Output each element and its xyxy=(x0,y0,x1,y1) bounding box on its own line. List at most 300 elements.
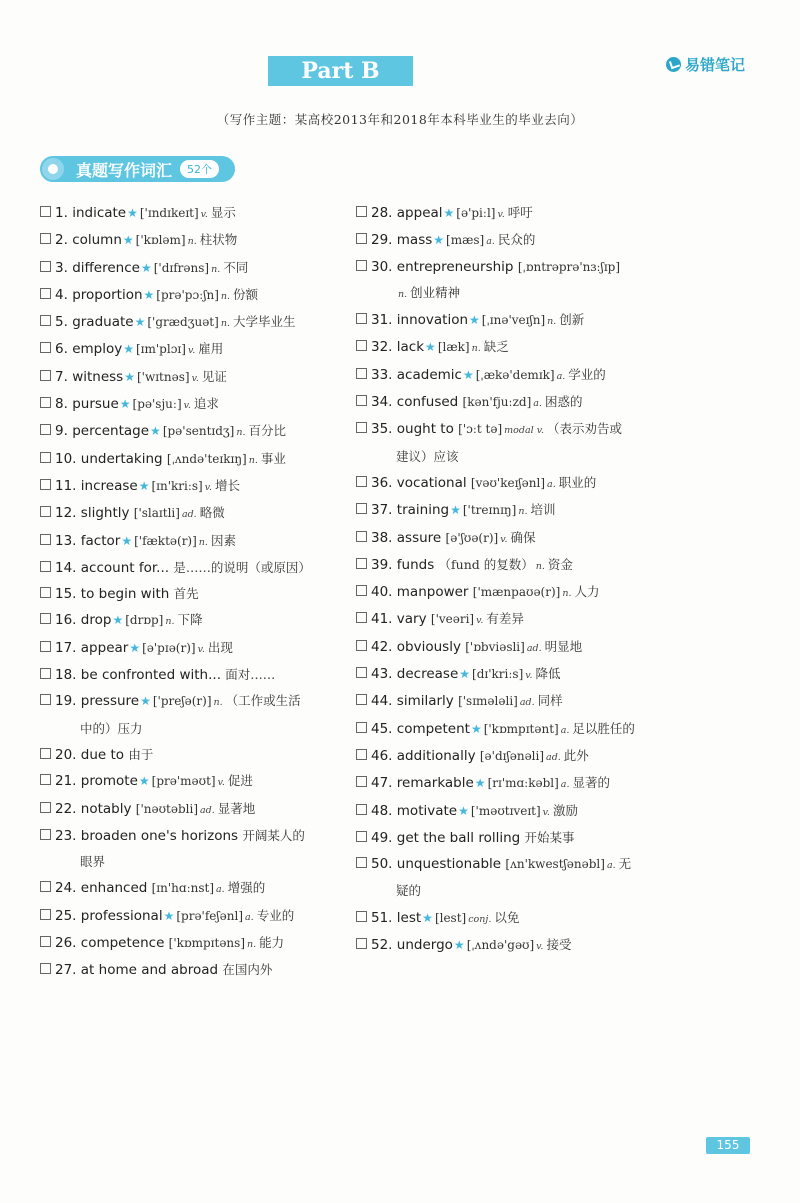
checkbox[interactable] xyxy=(356,340,367,351)
entry-meaning: 出现 xyxy=(207,639,233,655)
entry-phonetic: [ʌn'kwestʃənəbl] xyxy=(505,857,605,872)
vocab-entry xyxy=(356,905,666,932)
checkbox[interactable] xyxy=(356,612,367,623)
vocab-entry xyxy=(40,930,345,957)
vocab-entry xyxy=(356,606,666,633)
star-icon: ★ xyxy=(458,803,469,818)
entry-meaning-cont: 中的）压力 xyxy=(80,720,143,736)
entry-pos: n. xyxy=(248,454,258,466)
entry-word: training xyxy=(396,502,450,519)
entry-meaning-cont: 眼界 xyxy=(80,854,106,870)
entry-meaning: 接受 xyxy=(546,937,572,953)
entry-number: 43. xyxy=(371,666,393,683)
entry-number: 45. xyxy=(371,720,393,737)
entry-meaning: 确保 xyxy=(510,529,536,545)
entry-pos: v. xyxy=(500,533,508,545)
star-icon: ★ xyxy=(123,342,134,357)
vocab-entry xyxy=(356,661,666,688)
entry-word: assure xyxy=(396,529,442,546)
vocab-entry xyxy=(40,635,345,662)
entry-phonetic: ['slaɪtli] xyxy=(133,506,180,521)
entry-pos: v. xyxy=(476,615,484,627)
entry-word: slightly xyxy=(80,505,130,522)
checkbox[interactable] xyxy=(356,206,367,217)
vocab-entry xyxy=(356,552,666,579)
entry-meaning-cont: 疑的 xyxy=(396,883,422,899)
entry-pos: n. xyxy=(236,427,246,439)
entry-meaning: 由于 xyxy=(128,746,154,762)
checkbox[interactable] xyxy=(40,694,51,705)
checkbox[interactable] xyxy=(356,260,367,271)
entry-phonetic: ['wɪtnəs] xyxy=(136,369,190,384)
entry-pos: a. xyxy=(216,884,225,896)
checkbox[interactable] xyxy=(40,479,51,490)
entry-word: due to xyxy=(80,746,125,763)
entry-pos: ad. xyxy=(546,751,561,763)
entry-phonetic: ['ɒbviəsli] xyxy=(465,639,525,654)
checkbox[interactable] xyxy=(356,911,367,922)
entry-phonetic: [prə'feʃənl] xyxy=(176,908,244,923)
entry-pos: v. xyxy=(183,400,191,412)
entry-phonetic: [drɒp] xyxy=(125,613,164,628)
entry-pos: a. xyxy=(560,724,570,736)
section-title: 真题写作词汇 xyxy=(76,160,173,180)
entry-pos: n. xyxy=(220,318,230,330)
entry-pos: a. xyxy=(606,860,616,872)
entry-number: 12. xyxy=(55,505,77,522)
entry-pos: n. xyxy=(187,236,197,248)
entry-number: 19. xyxy=(55,693,77,710)
entry-phonetic: [vəʊ'keɪʃənl] xyxy=(470,475,546,490)
vocab-entry xyxy=(40,309,345,336)
entry-meaning: 不同 xyxy=(223,259,249,275)
entry-number: 51. xyxy=(371,909,393,926)
entry-number: 36. xyxy=(371,474,393,491)
entry-pos: n. xyxy=(247,939,257,951)
entry-word: pressure xyxy=(80,693,140,710)
checkbox[interactable] xyxy=(40,881,51,892)
entry-meaning: 显示 xyxy=(210,205,236,220)
star-icon: ★ xyxy=(140,694,151,709)
entry-word: be confronted with... xyxy=(80,667,221,684)
entry-word: enhanced xyxy=(80,880,148,897)
entry-number: 48. xyxy=(371,802,393,819)
checkbox[interactable] xyxy=(40,936,51,947)
star-icon: ★ xyxy=(450,503,461,518)
checkbox[interactable] xyxy=(40,963,51,974)
entry-word: similarly xyxy=(396,693,454,710)
entry-meaning: 学业的 xyxy=(568,366,606,382)
entry-word: unquestionable xyxy=(396,856,502,873)
entry-phonetic: ['fæktə(r)] xyxy=(134,533,197,548)
entry-phonetic: ['nəʊtəbli] xyxy=(135,801,198,816)
entry-meaning: 份额 xyxy=(233,286,259,302)
checkbox[interactable] xyxy=(40,370,51,381)
entry-word: to begin with xyxy=(80,586,170,603)
entry-number: 32. xyxy=(371,339,393,356)
star-icon: ★ xyxy=(140,260,152,275)
entry-pos: ad. xyxy=(200,804,215,816)
entry-phonetic: [pə'sentɪdʒ] xyxy=(162,424,235,439)
entry-meaning: 在国内外 xyxy=(222,962,273,978)
entry-number: 35. xyxy=(371,421,393,438)
pen-icon xyxy=(666,57,681,72)
star-icon: ★ xyxy=(134,315,146,330)
checkbox[interactable] xyxy=(40,748,51,759)
entry-pos: v. xyxy=(217,777,225,789)
entry-phonetic: ['grædʒuət] xyxy=(147,315,219,330)
entry-number: 15. xyxy=(55,586,77,603)
entry-phonetic: ['treɪnɪŋ] xyxy=(462,503,517,518)
entry-pos: ad. xyxy=(181,509,197,521)
entry-word: appear xyxy=(80,639,129,656)
checkbox[interactable] xyxy=(40,534,51,545)
checkbox[interactable] xyxy=(356,585,367,596)
checkbox[interactable] xyxy=(356,804,367,815)
entry-phonetic: [ə'piːl] xyxy=(456,206,496,220)
checkbox[interactable] xyxy=(40,206,51,217)
entry-pos: v. xyxy=(200,209,208,220)
entry-meaning: 略微 xyxy=(199,505,225,521)
star-icon: ★ xyxy=(127,206,138,220)
star-icon: ★ xyxy=(422,910,433,925)
entry-word: broaden one's horizons xyxy=(80,827,239,844)
checkbox[interactable] xyxy=(40,288,51,299)
checkbox[interactable] xyxy=(40,261,51,272)
entry-number: 14. xyxy=(55,559,77,576)
star-icon: ★ xyxy=(138,478,150,493)
star-icon: ★ xyxy=(459,667,471,682)
entry-number: 3. xyxy=(55,259,68,276)
checkbox[interactable] xyxy=(356,233,367,244)
vocab-entry xyxy=(356,416,666,470)
entry-phonetic: ['dɪfrəns] xyxy=(153,260,210,275)
entry-number: 49. xyxy=(371,829,393,846)
checkbox[interactable] xyxy=(40,668,51,679)
checkbox[interactable] xyxy=(40,641,51,652)
checkbox[interactable] xyxy=(356,368,367,379)
entry-word: funds xyxy=(396,556,435,573)
entry-meaning: 明显地 xyxy=(544,638,583,654)
vocab-entry xyxy=(356,497,666,524)
vocab-entry xyxy=(40,391,345,418)
entry-word: appeal xyxy=(396,205,443,221)
checkbox[interactable] xyxy=(356,749,367,760)
entry-phonetic: [prə'pɔːʃn] xyxy=(156,287,219,302)
entry-number: 26. xyxy=(55,935,77,952)
entry-word: increase xyxy=(80,477,138,494)
entry-word: decrease xyxy=(396,666,459,683)
vocab-entry xyxy=(40,662,345,688)
checkbox[interactable] xyxy=(356,558,367,569)
entry-meaning-cont: 创业精神 xyxy=(410,284,461,300)
checkbox[interactable] xyxy=(40,397,51,408)
entry-pos: n. xyxy=(471,343,481,355)
checkbox[interactable] xyxy=(356,640,367,651)
entry-phonetic: ['sɪmələli] xyxy=(458,694,518,709)
entry-word: manpower xyxy=(396,584,469,601)
entry-pos: v. xyxy=(542,806,550,818)
checkbox[interactable] xyxy=(40,233,51,244)
checkbox[interactable] xyxy=(40,613,51,624)
entry-meaning: 是……的说明（或原因） xyxy=(173,559,311,575)
star-icon: ★ xyxy=(119,397,131,412)
checkbox[interactable] xyxy=(356,395,367,406)
vocab-entry xyxy=(40,875,345,902)
entry-meaning: 同样 xyxy=(537,693,563,709)
checkbox[interactable] xyxy=(40,424,51,435)
star-icon: ★ xyxy=(433,233,445,248)
entry-number: 47. xyxy=(371,775,393,792)
vocab-entry xyxy=(40,255,345,282)
entry-phonetic: ['preʃə(r)] xyxy=(152,694,212,709)
star-icon: ★ xyxy=(453,938,465,953)
entry-word: confused xyxy=(396,394,459,411)
entry-phonetic: [mæs] xyxy=(446,233,485,248)
entry-phonetic: ['ɔːt tə] xyxy=(458,422,503,437)
entry-number: 50. xyxy=(371,856,393,873)
entry-phonetic: [ˌɪnə'veɪʃn] xyxy=(481,313,546,328)
entry-meaning: 开始某事 xyxy=(524,829,575,845)
entry-phonetic: ['mænpaʊə(r)] xyxy=(472,585,561,600)
star-icon: ★ xyxy=(470,721,482,736)
vocab-entry xyxy=(40,227,345,254)
vocab-entry xyxy=(40,957,345,983)
entry-number: 1. xyxy=(55,205,68,221)
checkbox[interactable] xyxy=(40,506,51,517)
part-b-banner: Part B xyxy=(268,56,413,86)
entry-pos: conj. xyxy=(468,913,492,925)
entry-word: obviously xyxy=(396,638,461,655)
entry-number: 4. xyxy=(55,286,68,303)
entry-number: 24. xyxy=(55,880,77,897)
vocab-entry xyxy=(356,255,666,308)
entry-number: 13. xyxy=(55,532,77,549)
entry-meaning: 雇用 xyxy=(198,341,224,357)
checkbox[interactable] xyxy=(356,722,367,733)
entry-meaning: 有差异 xyxy=(486,611,524,627)
entry-word: proportion xyxy=(72,286,143,303)
star-icon: ★ xyxy=(163,908,175,923)
star-icon: ★ xyxy=(143,287,155,302)
checkbox[interactable] xyxy=(356,476,367,487)
checkbox[interactable] xyxy=(40,452,51,463)
checkbox[interactable] xyxy=(40,561,51,572)
entry-meaning: 培训 xyxy=(530,502,556,518)
entry-word: lest xyxy=(396,909,422,926)
entry-pos: n. xyxy=(220,290,231,302)
entry-meaning: 增强的 xyxy=(227,880,266,896)
checkbox[interactable] xyxy=(356,667,367,678)
entry-meaning: 显著地 xyxy=(217,800,256,816)
star-icon: ★ xyxy=(443,206,455,220)
entry-meaning: 专业的 xyxy=(256,907,295,923)
entry-meaning: 足以胜任的 xyxy=(572,720,635,736)
entry-phonetic: [ɪm'plɔɪ] xyxy=(135,342,186,357)
entry-number: 42. xyxy=(371,638,393,655)
entry-number: 8. xyxy=(55,396,68,413)
entry-number: 10. xyxy=(55,450,77,467)
star-icon: ★ xyxy=(124,369,135,384)
entry-phonetic: [ˌʌndə'gəʊ] xyxy=(466,938,535,953)
vocab-entry xyxy=(356,579,666,606)
entry-word: additionally xyxy=(396,747,476,764)
entry-word: employ xyxy=(72,341,123,358)
vocab-entry xyxy=(356,227,666,254)
entry-word: remarkable xyxy=(396,775,474,792)
entry-word: at home and abroad xyxy=(80,962,219,979)
entry-pos: v. xyxy=(187,345,196,357)
checkbox[interactable] xyxy=(356,531,367,542)
entry-meaning: 以免 xyxy=(494,909,520,925)
checkbox[interactable] xyxy=(356,857,367,868)
vocab-entry xyxy=(356,525,666,552)
entry-pos: n. xyxy=(211,263,221,275)
entry-phonetic: [læk] xyxy=(437,340,470,355)
entry-pos: modal v. xyxy=(504,425,544,437)
entry-pos: v. xyxy=(525,670,533,682)
entry-word: professional xyxy=(80,907,163,924)
entry-phonetic: [ɪn'hɑːnst] xyxy=(151,881,215,896)
entry-number: 39. xyxy=(371,556,393,573)
vocab-entry xyxy=(40,473,345,500)
vocab-entry xyxy=(40,282,345,309)
checkbox[interactable] xyxy=(356,694,367,705)
vocab-entry xyxy=(40,688,345,742)
checkbox[interactable] xyxy=(40,909,51,920)
entry-word: mass xyxy=(396,232,433,249)
entry-pos: n. xyxy=(398,288,408,300)
entry-number: 20. xyxy=(55,746,77,763)
entry-number: 37. xyxy=(371,502,393,519)
entry-phonetic: ['veəri] xyxy=(430,612,475,627)
entry-word: entrepreneurship xyxy=(396,258,514,275)
vocab-entry xyxy=(356,825,666,851)
entry-phonetic: ['kɒləm] xyxy=(135,233,186,248)
checkbox[interactable] xyxy=(40,315,51,326)
vocab-list-left xyxy=(40,200,345,984)
entry-number: 7. xyxy=(55,368,68,385)
page-number: 155 xyxy=(706,1137,750,1154)
entry-meaning: 事业 xyxy=(260,450,286,466)
entry-pos: a. xyxy=(556,370,566,382)
entry-word: indicate xyxy=(72,205,127,221)
entry-meaning: 增长 xyxy=(215,477,241,493)
checkbox[interactable] xyxy=(40,342,51,353)
vocab-entry xyxy=(40,364,345,391)
entry-number: 21. xyxy=(55,773,77,790)
entry-number: 22. xyxy=(55,800,77,817)
entry-meaning: 人力 xyxy=(574,584,600,600)
entry-number: 29. xyxy=(371,232,393,249)
entry-meaning: 面对…… xyxy=(225,667,276,683)
star-icon: ★ xyxy=(138,774,150,789)
entry-meaning: 促进 xyxy=(227,773,253,789)
entry-meaning: 大学毕业生 xyxy=(232,314,296,330)
vocab-entry xyxy=(40,823,345,876)
entry-number: 6. xyxy=(55,341,68,358)
vocab-entry xyxy=(356,362,666,389)
checkbox[interactable] xyxy=(40,829,51,840)
star-icon: ★ xyxy=(425,340,436,355)
checkbox[interactable] xyxy=(40,774,51,785)
entry-meaning: 激励 xyxy=(552,802,578,818)
star-icon: ★ xyxy=(469,313,480,328)
entry-meaning: 百分比 xyxy=(248,423,287,439)
checkbox[interactable] xyxy=(356,503,367,514)
entry-phonetic: [pə'sjuː] xyxy=(132,397,182,412)
checkbox[interactable] xyxy=(356,831,367,842)
entry-number: 40. xyxy=(371,584,393,601)
vocab-entry xyxy=(356,389,666,416)
entry-phonetic: [ˌʌndə'teɪkɪŋ] xyxy=(166,451,247,466)
entry-pos: a. xyxy=(547,478,556,490)
vocab-entry xyxy=(356,851,666,905)
entry-meaning: 缺乏 xyxy=(483,339,509,355)
entry-meaning: （表示劝告或 xyxy=(546,421,622,437)
entry-pos: ad. xyxy=(526,642,542,654)
entry-word: competent xyxy=(396,720,470,737)
checkbox[interactable] xyxy=(356,313,367,324)
checkbox[interactable] xyxy=(40,802,51,813)
entry-number: 5. xyxy=(55,314,68,331)
entry-phonetic: [prə'məʊt] xyxy=(151,774,216,789)
entry-pos: v. xyxy=(497,209,505,220)
vocab-entry xyxy=(356,334,666,361)
vocab-entry xyxy=(356,932,666,959)
entry-pos: a. xyxy=(533,398,542,410)
brand-text: 易错笔记 xyxy=(685,55,746,74)
entry-number: 25. xyxy=(55,907,77,924)
entry-pos: n. xyxy=(562,588,572,600)
entry-meaning: 柱状物 xyxy=(199,232,238,248)
vocab-entry xyxy=(40,446,345,473)
checkbox[interactable] xyxy=(356,938,367,949)
entry-meaning: （工作或生活 xyxy=(225,693,301,709)
vocab-entry xyxy=(356,307,666,334)
entry-number: 31. xyxy=(371,312,393,329)
vocab-entry xyxy=(40,555,345,581)
entry-phonetic: [ˌɒntrəprə'nɜːʃɪp] xyxy=(517,259,621,274)
entry-number: 16. xyxy=(55,612,77,629)
entry-phonetic: [lest] xyxy=(434,910,467,925)
vocab-entry xyxy=(356,743,666,770)
entry-word: motivate xyxy=(396,802,458,819)
entry-word: ought to xyxy=(396,421,454,438)
entry-word: academic xyxy=(396,366,462,383)
entry-pos: a. xyxy=(245,911,254,923)
vocab-list-right xyxy=(356,200,666,959)
entry-word: column xyxy=(72,232,122,249)
entry-meaning: 民众的 xyxy=(497,232,536,248)
entry-phonetic: [ə'pɪə(r)] xyxy=(142,640,196,655)
checkbox[interactable] xyxy=(356,776,367,787)
entry-meaning: 降低 xyxy=(535,666,561,682)
entry-meaning-cont: 建议）应该 xyxy=(396,448,459,464)
entry-word: undergo xyxy=(396,937,453,954)
entry-number: 28. xyxy=(371,205,393,221)
entry-phonetic: ['kɒmpɪtəns] xyxy=(168,936,245,951)
vocab-entry xyxy=(40,581,345,607)
entry-meaning: 显著的 xyxy=(572,775,610,791)
vocab-entry xyxy=(356,634,666,661)
entry-word: factor xyxy=(80,532,121,549)
checkbox[interactable] xyxy=(356,422,367,433)
entry-meaning: 见证 xyxy=(201,368,227,384)
entry-pos: n. xyxy=(213,697,223,709)
checkbox[interactable] xyxy=(40,587,51,598)
entry-number: 46. xyxy=(371,747,393,764)
